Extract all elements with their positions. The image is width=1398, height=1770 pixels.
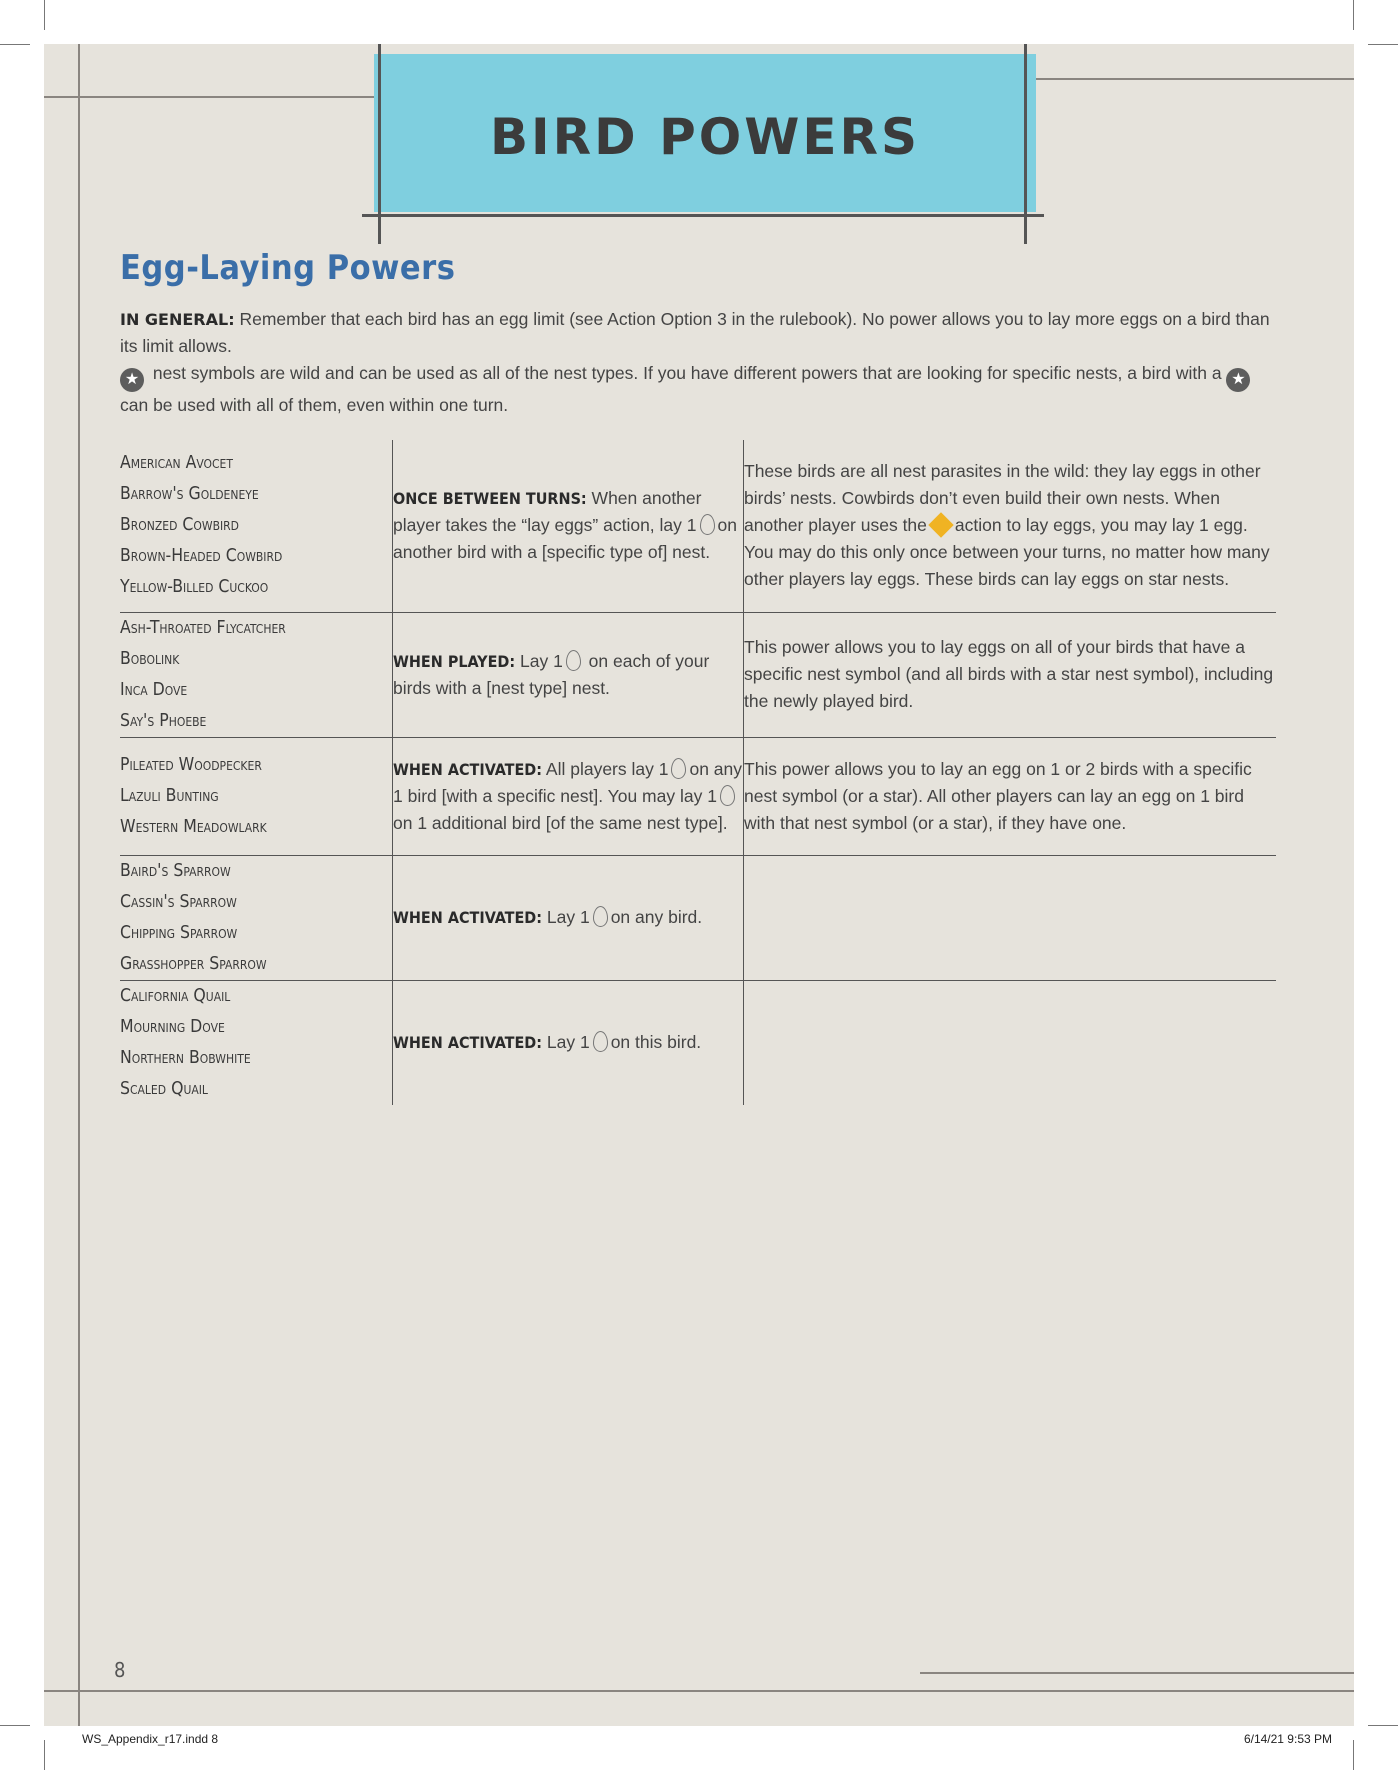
crop-mark <box>0 1725 30 1726</box>
page-title: BIRD POWERS <box>489 108 921 166</box>
note-cell <box>744 612 1277 737</box>
table-row <box>120 980 1276 1105</box>
power-keyword: WHEN ACTIVATED: <box>393 908 543 927</box>
power-text-part: All players lay 1 <box>542 758 669 779</box>
egg-icon <box>593 1031 608 1052</box>
bird-name: American Avocet <box>120 453 233 474</box>
note-text: This power allows you to lay an egg on 1 or 2 birds with a specific nest symbol (or a star). All other players can lay an egg on 1 bird with that nest symbol (or a star), if they have one. <box>744 758 1252 833</box>
page-number: 8 <box>114 1658 126 1682</box>
bird-name: Ash-Throated Flycatcher <box>120 617 286 638</box>
bird-list <box>120 440 393 612</box>
note-cell <box>744 440 1277 612</box>
table-row <box>120 612 1276 737</box>
bird-name: Scaled Quail <box>120 1078 208 1099</box>
print-slug-date: 6/14/21 9:53 PM <box>1243 1732 1332 1746</box>
crop-mark <box>44 0 45 30</box>
star-nest-icon: ★ <box>120 368 144 392</box>
crop-mark <box>1353 1740 1354 1770</box>
power-keyword: ONCE BETWEEN TURNS: <box>393 489 587 509</box>
power-cell <box>393 612 744 737</box>
print-slug-file: WS_Appendix_r17.indd 8 <box>82 1732 219 1746</box>
frame-line <box>44 96 380 98</box>
bird-name: Northern Bobwhite <box>120 1047 251 1068</box>
power-text <box>393 648 743 702</box>
bird-list <box>120 737 393 855</box>
star-rule <box>120 360 1280 419</box>
power-text <box>393 756 743 837</box>
bird-name: Brown-Headed Cowbird <box>120 546 283 567</box>
bird-name: Baird's Sparrow <box>120 860 231 881</box>
note-text: This power allows you to lay eggs on all of your birds that have a specific nest symbol (and all birds with a star nest symbol), including the newly played bird. <box>744 637 1274 711</box>
bird-name: Barrow's Goldeneye <box>120 484 259 505</box>
intro-text <box>120 306 1280 419</box>
frame-line <box>1036 78 1354 80</box>
power-cell <box>393 855 744 980</box>
power-text <box>393 485 743 566</box>
powers-table <box>120 440 1276 1105</box>
bird-name: Mourning Dove <box>120 1016 225 1037</box>
egg-icon <box>671 758 686 779</box>
crop-mark <box>1353 0 1354 30</box>
table-row <box>120 737 1276 855</box>
power-text-part: on 1 additional bird [of the same nest type]. <box>393 812 728 833</box>
crop-mark <box>1368 1725 1398 1726</box>
power-text-part: Lay 1 <box>542 1032 590 1052</box>
egg-icon <box>566 650 581 671</box>
power-text-part: on any bird. <box>610 907 703 927</box>
note-text <box>744 458 1276 593</box>
power-keyword: WHEN PLAYED: <box>393 651 516 671</box>
star-rule-text-2: can be used with all of them, even within one turn. <box>120 395 509 415</box>
power-cell <box>393 980 744 1105</box>
frame-line <box>44 1690 1354 1692</box>
power-text-part: on another bird with a [specific type of] nest. <box>393 515 737 563</box>
frame-line <box>78 44 80 1726</box>
power-text-part: When another player takes the “lay eggs” action, lay 1 <box>393 488 702 536</box>
note-cell <box>744 855 1277 980</box>
power-text-part: Lay 1 <box>542 907 590 927</box>
egg-icon <box>593 906 608 927</box>
power-keyword: WHEN ACTIVATED: <box>393 759 543 779</box>
note-cell <box>744 980 1277 1105</box>
power-text <box>393 1029 743 1056</box>
intro-lead: IN GENERAL: <box>120 310 235 329</box>
title-frame <box>362 214 1044 217</box>
bird-list <box>120 612 393 737</box>
bird-list <box>120 980 393 1105</box>
power-text-part: Lay 1 <box>515 650 563 671</box>
bird-name: Grasshopper Sparrow <box>120 953 267 974</box>
bird-name: Pileated Woodpecker <box>120 754 262 775</box>
power-cell <box>393 440 744 612</box>
table-row <box>120 855 1276 980</box>
bird-name: California Quail <box>120 985 231 1006</box>
power-text-part: on this bird. <box>610 1032 702 1052</box>
note-text-part: action to lay eggs, you may lay 1 egg. You may do this only once between your turns, no matter how many other players lay eggs. These birds can lay eggs on star nests. <box>744 515 1270 590</box>
table-row <box>120 440 1276 612</box>
bird-name: Chipping Sparrow <box>120 922 238 943</box>
bird-name: Bronzed Cowbird <box>120 515 239 536</box>
power-text-part: on each of your birds with a [nest type] nest. <box>393 650 710 698</box>
frame-line <box>920 1672 1354 1674</box>
bird-list <box>120 855 393 980</box>
note-cell <box>744 737 1277 855</box>
power-keyword: WHEN ACTIVATED: <box>393 1033 543 1052</box>
bird-name: Western Meadowlark <box>120 816 267 837</box>
bird-name: Inca Dove <box>120 679 188 700</box>
star-rule-text-1: nest symbols are wild and can be used as all of the nest types. If you have different powers that are looking for specific nests, a bird with a <box>148 363 1227 383</box>
crop-mark <box>0 44 30 45</box>
egg-icon <box>720 785 735 806</box>
bird-name: Yellow-Billed Cuckoo <box>120 577 269 598</box>
lay-eggs-action-icon <box>928 513 953 538</box>
note-text-part: These birds are all nest parasites in the wild: they lay eggs in other birds’ nests. Cowbirds don’t even build their own nests. When another player uses the <box>744 461 1261 536</box>
bird-name: Bobolink <box>120 648 180 669</box>
section-heading: Egg-Laying Powers <box>120 248 456 288</box>
bird-name: Lazuli Bunting <box>120 785 219 806</box>
power-text-part: on any 1 bird [with a specific nest]. You may lay 1 <box>393 758 743 806</box>
bird-name: Cassin's Sparrow <box>120 891 237 912</box>
star-nest-icon: ★ <box>1226 368 1250 392</box>
power-cell <box>393 737 744 855</box>
crop-mark <box>1368 44 1398 45</box>
egg-icon <box>700 514 715 535</box>
intro-body: Remember that each bird has an egg limit (see Action Option 3 in the rulebook). No power allows you to lay more eggs on a bird than its limit allows. <box>120 309 1270 356</box>
power-text <box>393 904 743 931</box>
general-rule <box>120 306 1280 360</box>
bird-name: Say's Phoebe <box>120 710 207 731</box>
crop-mark <box>44 1740 45 1770</box>
